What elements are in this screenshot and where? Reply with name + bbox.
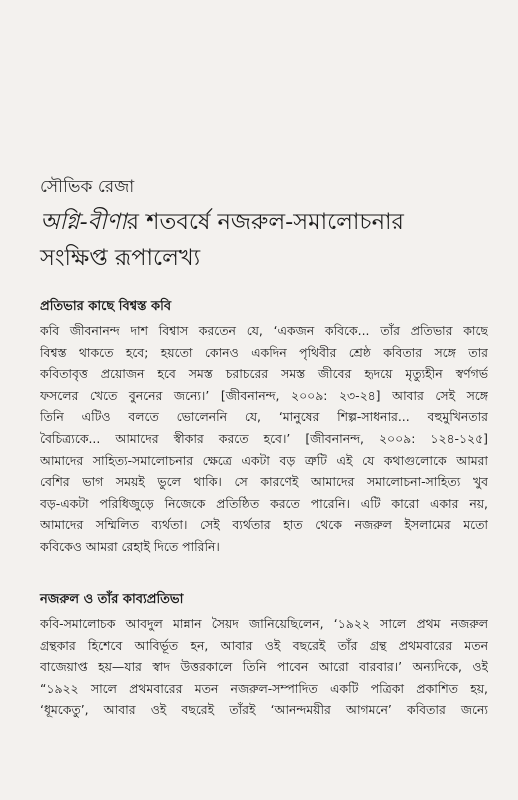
paragraph-line: বাজেয়াপ্ত হয়—যার স্বাদ উত্তরকালে তিনি পাবেন আরো বারবার।’ অন্যদিকে, ওই <box>40 659 488 675</box>
paragraph-line: “১৯২২ সালে প্রথমবারের মতন নজরুল-সম্পাদিত একটি পত্রিকা প্রকাশিত হয়, <box>40 680 488 696</box>
paragraph-line: কবিকেও আমরা রেহাই দিতে পারিনি। <box>40 538 220 554</box>
paragraph-line: তিনি এটিও বলতে ভোলেননি যে, ‘মানুষের শিল্প-সাধনার... বহুমুখিনতার <box>40 409 488 425</box>
book-name: অগ্নি-বীণা <box>40 209 127 235</box>
chapter-title-rest: র শতবর্ষে নজরুল-সমালোচনার <box>126 209 404 235</box>
paragraph-line: আমাদের সাহিত্য-সমালোচনার ক্ষেত্রে একটা বড় ত্রুটি এই যে কথাগুলোকে আমরা <box>40 452 488 468</box>
author-name: সৌভিক রেজা <box>40 177 135 197</box>
chapter-title-line-1 <box>40 204 490 240</box>
section-heading-2: নজরুল ও তাঁর কাব্যপ্রতিভা <box>40 592 184 607</box>
section-heading-1: প্রতিভার কাছে বিশ্বস্ত কবি <box>40 299 172 314</box>
paragraph-line: কবি-সমালোচক আবদুল মান্নান সৈয়দ জানিয়েছিলেন, ‘১৯২২ সালে প্রথম নজরুল <box>40 616 488 631</box>
paragraph-line: গ্রন্থকার হিশেবে আবির্ভূত হন, আবার ওই বছরেই তাঁর গ্রন্থ প্রথমবারের মতন <box>40 637 488 653</box>
paragraph-line: বেশির ভাগ সময়ই ভুলে থাকি। সে কারণেই আমাদের সমালোচনা-সাহিত্য খুব <box>40 474 488 490</box>
paragraph-line: ‘ধূমকেতু’, আবার ওই বছরেই তাঁরই ‘আনন্দময়ীর আগমনে’ কবিতার জন্যে <box>40 702 488 718</box>
paragraph-line: বিশ্বস্ত থাকতে হবে; হয়তো কোনও একদিন পৃথিবীর শ্রেষ্ঠ কবিতার সঙ্গে তার <box>40 344 488 360</box>
paragraph-1 <box>40 320 488 558</box>
paragraph-line: বড়-একটা পরিধিজুড়ে নিজেকে প্রতিষ্ঠিত করতে পারেনি। এটি কারো একার নয়, <box>40 495 488 511</box>
chapter-title <box>40 204 490 276</box>
paragraph-line: ফসলের খেতে বুননের জন্যে।’ [জীবনানন্দ, ২০০৯: ২৩-২৪] আবার সেই সঙ্গে <box>40 387 488 403</box>
paragraph-line: আমাদের সম্মিলিত ব্যর্থতা। সেই ব্যর্থতার হাত থেকে নজরুল ইসলামের মতো <box>40 517 488 533</box>
paragraph-line: কবি জীবনানন্দ দাশ বিশ্বাস করতেন যে, ‘একজন কবিকে... তাঁর প্রতিভার কাছে <box>40 323 488 338</box>
paragraph-2 <box>40 613 488 721</box>
paragraph-line: কবিতাবৃত্ত প্রয়োজন হবে সমস্ত চরাচরের সমস্ত জীবের হৃদয়ে মৃত্যুহীন স্বর্ণগর্ভ <box>40 366 488 382</box>
chapter-title-line-2: সংক্ষিপ্ত রূপালেখ্য <box>40 245 201 271</box>
paragraph-line: বৈচিত্র্যকে... আমাদের স্বীকার করতে হবে।’ [জীবনানন্দ, ২০০৯: ১২৪-১২৫] <box>40 430 488 446</box>
